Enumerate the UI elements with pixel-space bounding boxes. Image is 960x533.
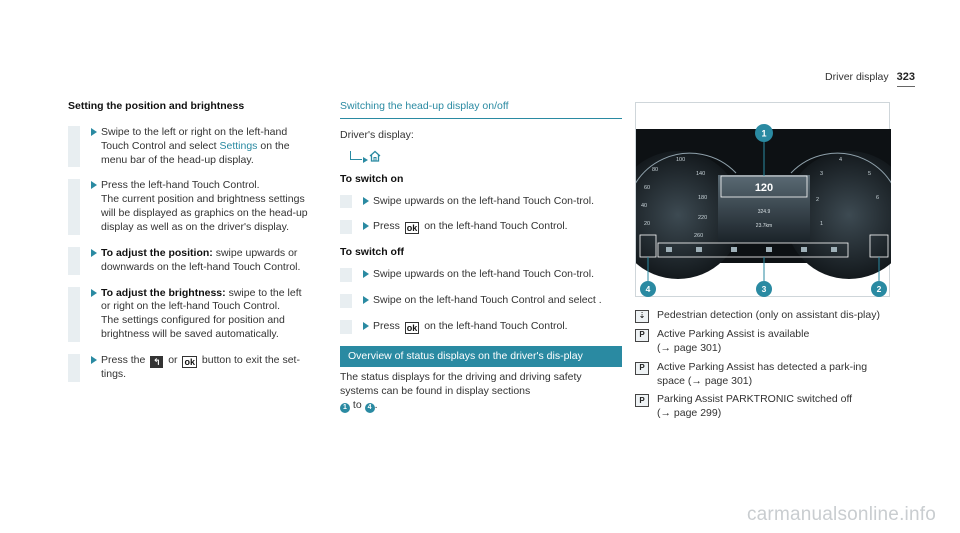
step-text: Swipe upwards on the left-hand Touch Con-trol. — [373, 268, 595, 281]
pedestrian-detection-icon: ⇣ — [635, 310, 649, 323]
status-icon — [731, 247, 737, 252]
arrow-icon — [363, 322, 369, 330]
callout-1-label: 1 — [761, 128, 767, 139]
tick-label: 3 — [820, 171, 824, 177]
menu-path — [350, 149, 622, 163]
step-text: Press the ↰ or ok button to exit the set-tings. — [101, 354, 300, 381]
tick-label: 4 — [839, 157, 843, 163]
arrow-icon — [91, 181, 97, 189]
ok-key-icon: ok — [406, 223, 418, 234]
odometer-text: 324.9 — [757, 209, 771, 215]
symbol-legend — [635, 309, 893, 421]
arrow-icon — [91, 128, 97, 136]
home-icon — [368, 149, 382, 163]
tick-label: 140 — [696, 171, 706, 177]
tick-label: 180 — [698, 195, 708, 201]
tick-label: 40 — [641, 203, 648, 209]
step — [340, 220, 622, 234]
tick-label: 1 — [820, 221, 824, 227]
tick-label: 260 — [694, 233, 704, 239]
step-bar — [68, 247, 80, 275]
legend-text: Active Parking Assist is available (→ page 301) — [657, 328, 810, 354]
section-title: Driver display — [825, 71, 889, 83]
arrow-icon — [363, 197, 369, 205]
tick-label: 100 — [676, 157, 686, 163]
subheading-switch-on: To switch on — [340, 172, 404, 185]
step-bar — [68, 179, 80, 234]
watermark: carmanualsonline.info — [746, 503, 936, 525]
step-text: Press ok on the left-hand Touch Control. — [373, 220, 568, 234]
step — [68, 179, 308, 234]
step — [340, 294, 622, 308]
parktronic-off-icon: P — [635, 394, 649, 407]
status-icon — [766, 247, 772, 252]
step-text: Press the left-hand Touch Control. The current position and brightness settings will be displayed as graphics on the head-up display as well as on the driver's display. — [101, 179, 308, 234]
arrow-icon — [91, 356, 97, 364]
tick-label: 2 — [816, 197, 820, 203]
step-bar — [68, 287, 80, 342]
display-path-label: Driver's display: — [340, 128, 414, 141]
page-header — [825, 70, 915, 87]
callout-3-label: 3 — [761, 284, 767, 294]
callout-1: 1 — [340, 403, 350, 413]
back-key-icon: ↰ — [150, 356, 163, 368]
step-text: Press ok on the left-hand Touch Control. — [373, 320, 568, 334]
ok-key-icon: ok — [184, 357, 195, 368]
step-text: Swipe on the left-hand Touch Control and select . — [373, 294, 602, 307]
step-text: Swipe to the left or right on the left-hand Touch Control and select Settings on the menu bar of the head-up display. — [101, 125, 290, 166]
status-icon — [666, 247, 672, 252]
speed-readout: 120 — [754, 182, 774, 194]
step — [68, 247, 308, 275]
path-arrow-icon — [350, 151, 362, 160]
column-head-up-display — [340, 100, 622, 419]
legend-row — [635, 309, 893, 323]
ok-key-icon: ok — [406, 323, 418, 334]
step — [340, 268, 622, 282]
step-bar — [68, 126, 80, 168]
heading-overview-status: Overview of status displays on the driver's dis-play — [340, 346, 622, 367]
legend-row — [635, 361, 893, 389]
step — [68, 354, 308, 382]
status-icon — [831, 247, 837, 252]
step-bar — [340, 268, 352, 282]
cluster-graphic — [636, 103, 891, 298]
heading-position-brightness: Setting the position and brightness — [68, 100, 245, 112]
column-position-brightness — [68, 100, 308, 394]
instrument-cluster-figure — [635, 102, 890, 297]
legend-row — [635, 393, 893, 421]
arrow-icon — [363, 270, 369, 278]
arrow-icon — [363, 222, 369, 230]
step-bar — [340, 320, 352, 334]
tick-label: 6 — [876, 195, 880, 201]
step-text: Swipe upwards on the left-hand Touch Con-trol. — [373, 194, 595, 207]
parking-assist-available-icon: P — [635, 329, 649, 342]
status-icon — [801, 247, 807, 252]
parking-space-detected-icon: P — [635, 362, 649, 375]
step — [68, 126, 308, 168]
step-text: To adjust the position: swipe upwards or downwards on the left-hand Touch Control. — [101, 246, 301, 273]
settings-link: Settings — [219, 139, 258, 152]
tick-label: 60 — [644, 185, 651, 191]
step — [340, 320, 622, 334]
heading-switch-hud: Switching the head-up display on/off — [340, 100, 622, 119]
subheading-switch-off: To switch off — [340, 246, 404, 259]
tick-label: 80 — [652, 167, 659, 173]
step-bar — [340, 195, 352, 209]
status-icon — [696, 247, 702, 252]
tick-label: 20 — [644, 221, 651, 227]
tick-label: 220 — [698, 215, 708, 221]
arrow-icon — [91, 289, 97, 297]
arrow-icon — [91, 249, 97, 257]
legend-text: Pedestrian detection (only on assistant dis-play) — [657, 309, 880, 321]
column-figure-legend — [635, 102, 893, 426]
step-bar — [340, 294, 352, 308]
step — [340, 195, 622, 209]
overview-text: The status displays for the driving and driving safety systems can be found in display sections 1 to 4 . — [340, 371, 582, 412]
trip-text: 23.7km — [755, 223, 773, 229]
legend-text: Active Parking Assist has detected a park-ing space (→ page 301) — [657, 360, 868, 387]
step-bar — [68, 354, 80, 382]
step — [68, 287, 308, 342]
step-text: To adjust the brightness: swipe to the left or right on the left-hand Touch Control. The settings configured for position and brightness will be saved automatically. — [101, 286, 302, 341]
legend-row — [635, 328, 893, 356]
step-bar — [340, 220, 352, 234]
callout-4: 4 — [365, 403, 375, 413]
tick-label: 5 — [868, 171, 872, 177]
page-number: 323 — [897, 70, 915, 87]
callout-2-label: 2 — [876, 284, 882, 294]
legend-text: Parking Assist PARKTRONIC switched off (→ page 299) — [657, 393, 853, 420]
callout-4-label: 4 — [645, 284, 651, 294]
arrow-icon — [363, 296, 369, 304]
